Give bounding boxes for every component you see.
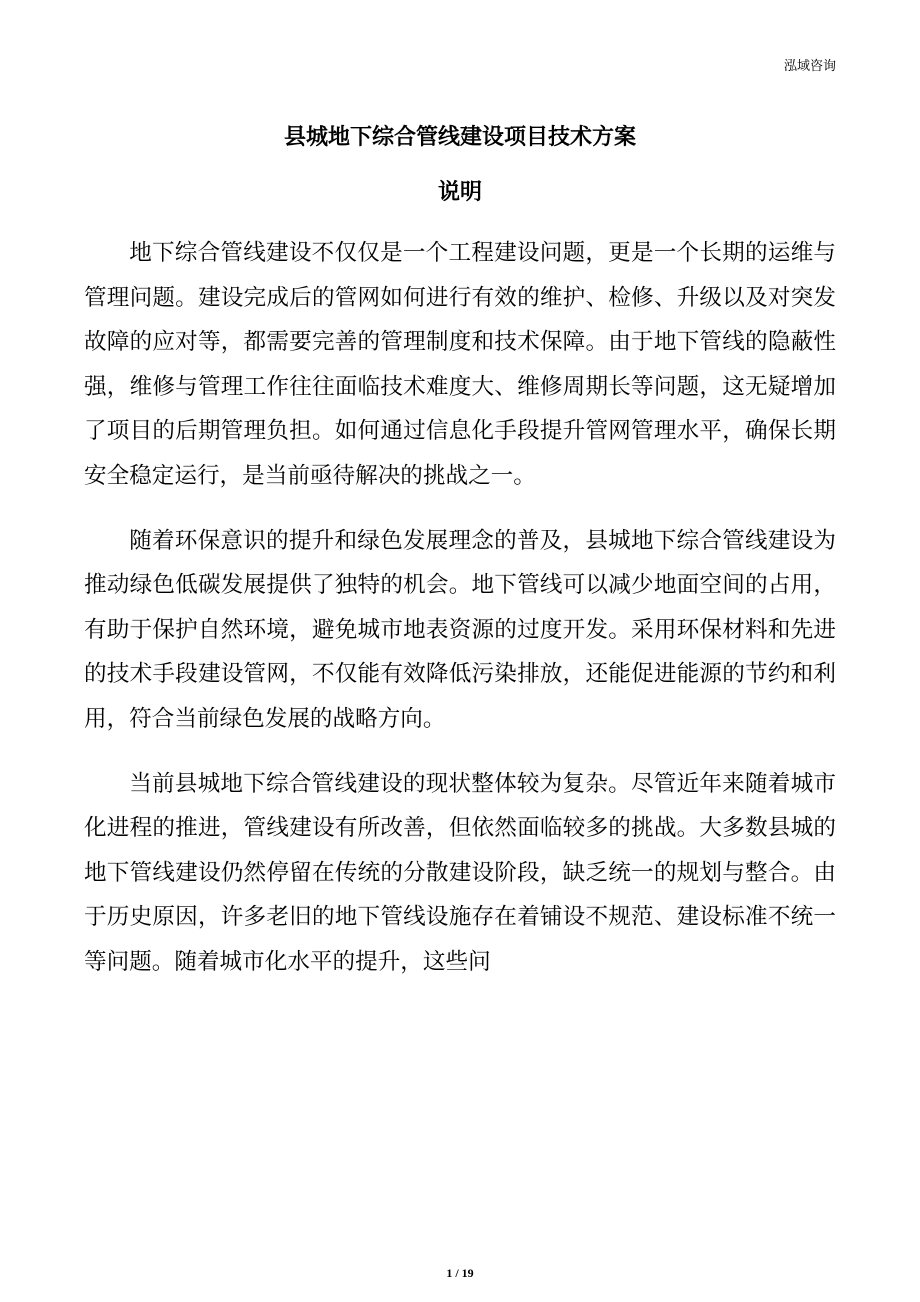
- document-body: [84, 231, 836, 1005]
- body-paragraph-3: 当前县城地下综合管线建设的现状整体较为复杂。尽管近年来随着城市化进程的推进，管线建设有所改善，但依然面临较多的挑战。大多数县城的地下管线建设仍然停留在传统的分散建设阶段，缺乏统一的规划与整合。由于历史原因，许多老旧的地下管线设施存在着铺设不规范、建设标准不统一等问题。随着城市化水平的提升，这些问: [84, 770, 836, 975]
- body-paragraph-2: 随着环保意识的提升和绿色发展理念的普及，县城地下综合管线建设为推动绿色低碳发展提供了独特的机会。地下管线可以减少地面空间的占用，有助于保护自然环境，避免城市地表资源的过度开发。采用环保材料和先进的技术手段建设管网，不仅能有效降低污染排放，还能促进能源的节约和利用，符合当前绿色发展的战略方向。: [84, 527, 836, 732]
- header-organization: 泓域咨询: [783, 59, 836, 74]
- page-number: 1 / 19: [446, 1266, 474, 1280]
- document-title: 县城地下综合管线建设项目技术方案: [283, 125, 636, 150]
- body-paragraph-1: 地下综合管线建设不仅仅是一个工程建设问题，更是一个长期的运维与管理问题。建设完成后的管网如何进行有效的维护、检修、升级以及对突发故障的应对等，都需要完善的管理制度和技术保障。由于地下管线的隐蔽性强，维修与管理工作往往面临技术难度大、维修周期长等问题，这无疑增加了项目的后期管理负担。如何通过信息化手段提升管网管理水平，确保长期安全稳定运行，是当前亟待解决的挑战之一。: [84, 240, 836, 489]
- section-heading: 说明: [437, 180, 482, 205]
